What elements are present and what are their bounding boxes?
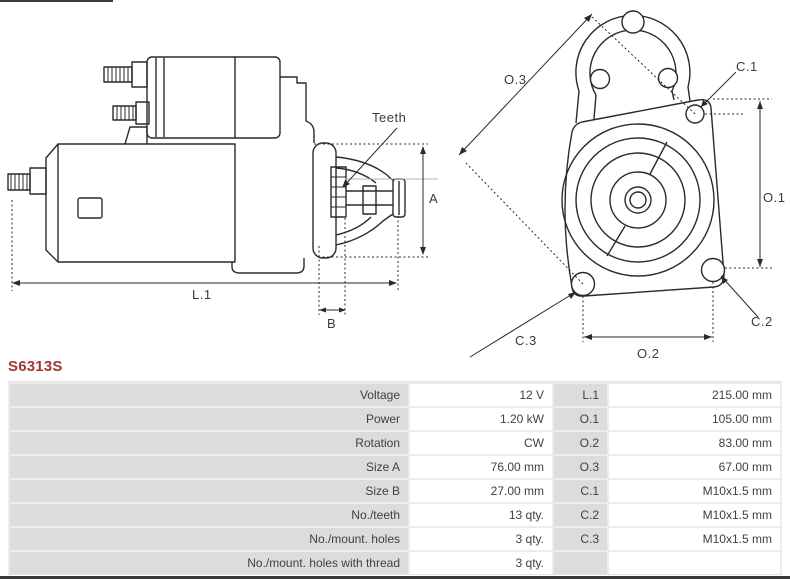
spec-value-cell: 3 qty. [410, 528, 552, 550]
spec-dim-cell [554, 552, 607, 574]
side-view-arrowheads [12, 146, 426, 313]
b-dim-label: B [327, 316, 337, 331]
spec-label-cell: Power [10, 408, 408, 430]
spec-table-row [10, 552, 780, 574]
solenoid [147, 57, 280, 138]
spec-dim-value-cell: M10x1.5 mm [609, 480, 780, 502]
c2-dim-label: C.2 [751, 314, 773, 329]
spec-dim-value-cell [609, 552, 780, 574]
spec-dim-cell: L.1 [554, 384, 607, 406]
bell-right-hole [659, 69, 678, 88]
spec-value-cell: 3 qty. [410, 552, 552, 574]
spec-value-cell: 1.20 kW [410, 408, 552, 430]
spec-dim-cell: C.1 [554, 480, 607, 502]
spec-table-rows [10, 384, 780, 574]
spec-table-row [10, 528, 780, 550]
spec-label-cell: Rotation [10, 432, 408, 454]
spec-label-cell: Size A [10, 456, 408, 478]
spec-label-cell: No./mount. holes [10, 528, 408, 550]
mount-hole-c2 [702, 259, 725, 282]
c1-dim-label: C.1 [736, 59, 758, 74]
spec-table-row [10, 456, 780, 478]
drive-housing [280, 77, 314, 143]
spec-value-cell: 12 V [410, 384, 552, 406]
a-dim-label: A [429, 191, 439, 206]
spec-table [8, 381, 782, 575]
motor-body [46, 144, 235, 262]
pinion-gear [331, 167, 346, 217]
spec-dim-value-cell: 67.00 mm [609, 456, 780, 478]
spec-dim-value-cell: 105.00 mm [609, 408, 780, 430]
spec-table-row [10, 480, 780, 502]
spec-dim-value-cell: M10x1.5 mm [609, 528, 780, 550]
spec-dim-cell: O.2 [554, 432, 607, 454]
spec-value-cell: CW [410, 432, 552, 454]
spec-dim-value-cell: 215.00 mm [609, 384, 780, 406]
o3-dim-label: O.3 [504, 72, 527, 87]
spec-label-cell: No./teeth [10, 504, 408, 526]
spec-label-cell: Voltage [10, 384, 408, 406]
spec-table-row [10, 504, 780, 526]
teeth-dim-label: Teeth [372, 110, 407, 125]
side-view-dimensions [12, 128, 438, 315]
spec-label-cell: Size B [10, 480, 408, 502]
spec-value-cell: 13 qty. [410, 504, 552, 526]
o1-dim-label: O.1 [763, 190, 786, 205]
part-number-link[interactable]: S6313S [8, 358, 63, 375]
bell-left-hole [591, 70, 610, 89]
spec-dim-value-cell: M10x1.5 mm [609, 504, 780, 526]
bell-top-hole [622, 11, 644, 33]
body-tab [78, 198, 102, 218]
l1-dim-label: L.1 [192, 287, 212, 302]
spec-dim-cell: O.1 [554, 408, 607, 430]
spec-dim-value-cell: 83.00 mm [609, 432, 780, 454]
spec-value-cell: 27.00 mm [410, 480, 552, 502]
spec-table-row [10, 384, 780, 406]
spec-label-cell: No./mount. holes with thread [10, 552, 408, 574]
spec-table-row [10, 432, 780, 454]
c3-dim-label: C.3 [515, 333, 537, 348]
spec-value-cell: 76.00 mm [410, 456, 552, 478]
front-view-drawing [562, 11, 725, 296]
o2-dim-label: O.2 [637, 346, 660, 360]
spec-dim-cell: C.3 [554, 528, 607, 550]
spec-dim-cell: O.3 [554, 456, 607, 478]
spec-dim-cell: C.2 [554, 504, 607, 526]
spec-table-row [10, 408, 780, 430]
